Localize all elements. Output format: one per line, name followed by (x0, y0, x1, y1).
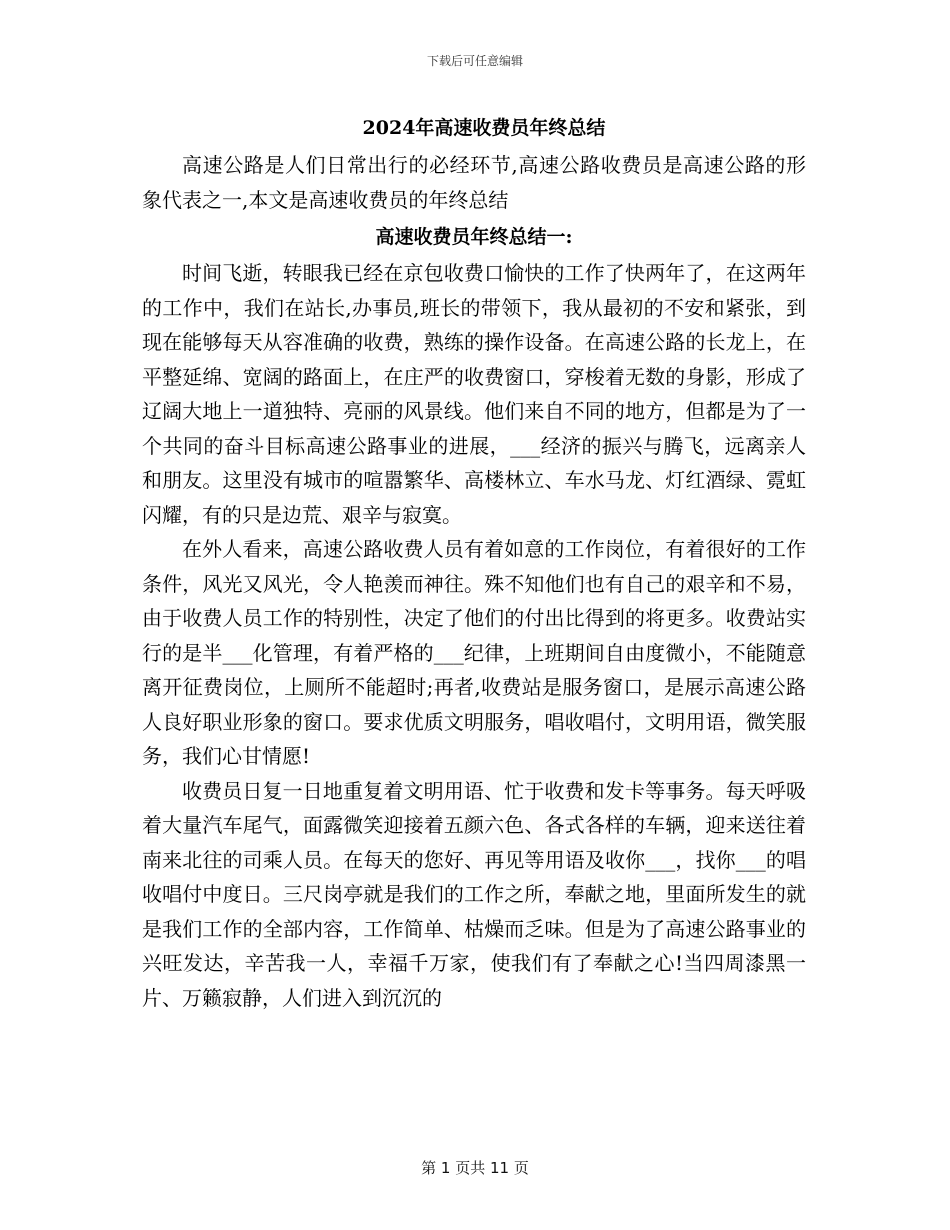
body-paragraph-3: 收费员日复一日地重复着文明用语、忙于收费和发卡等事务。每天呼吸着大量汽车尾气，面露微笑迎接着五颜六色、各式各样的车辆，迎来送往着南来北往的司乘人员。在每天的您好、再见等用语及收你___，找你___的唱收唱付中度日。三尺岗亭就是我们的工作之所，奉献之地，里面所发生的就是我们工作的全部内容，工作简单、枯燥而乏味。但是为了高速公路事业的兴旺发达，辛苦我一人，幸福千万家，使我们有了奉献之心!当四周漆黑一片、万籁寂静，人们进入到沉沉的 (142, 778, 806, 1010)
document-body (142, 112, 806, 1015)
body-paragraph-1: 时间飞逝，转眼我已经在京包收费口愉快的工作了快两年了，在这两年的工作中，我们在站长,办事员,班长的带领下，我从最初的不安和紧张，到现在能够每天从容准确的收费，熟练的操作设备。在高速公路的长龙上，在平整延绵、宽阔的路面上，在庄严的收费窗口，穿梭着无数的身影，形成了辽阔大地上一道独特、亮丽的风景线。他们来自不同的地方，但都是为了一个共同的奋斗目标高速公路事业的进展，___经济的振兴与腾飞，远离亲人和朋友。这里没有城市的喧嚣繁华、高楼林立、车水马龙、灯红酒绿、霓虹闪耀，有的只是边荒、艰辛与寂寞。 (142, 261, 806, 527)
intro-paragraph: 高速公路是人们日常出行的必经环节,高速公路收费员是高速公路的形象代表之一,本文是高速收费员的年终总结 (142, 153, 806, 212)
document-title: 2024年高速收费员年终总结 (362, 117, 606, 139)
body-paragraph-2: 在外人看来，高速公路收费人员有着如意的工作岗位，有着很好的工作条件，风光又风光，令人艳羡而神往。殊不知他们也有自己的艰辛和不易，由于收费人员工作的特别性，决定了他们的付出比得到的将更多。收费站实行的是半___化管理，有着严格的___纪律，上班期间自由度微小，不能随意离开征费岗位，上厕所不能超时;再者,收费站是服务窗口，是展示高速公路人良好职业形象的窗口。要求优质文明服务，唱收唱付，文明用语，微笑服务，我们心甘情愿! (142, 537, 806, 768)
section-heading: 高速收费员年终总结一: (375, 226, 573, 248)
header-note: 下载后可任意编辑 (426, 54, 523, 68)
page-number: 第 1 页共 11 页 (421, 1159, 529, 1177)
